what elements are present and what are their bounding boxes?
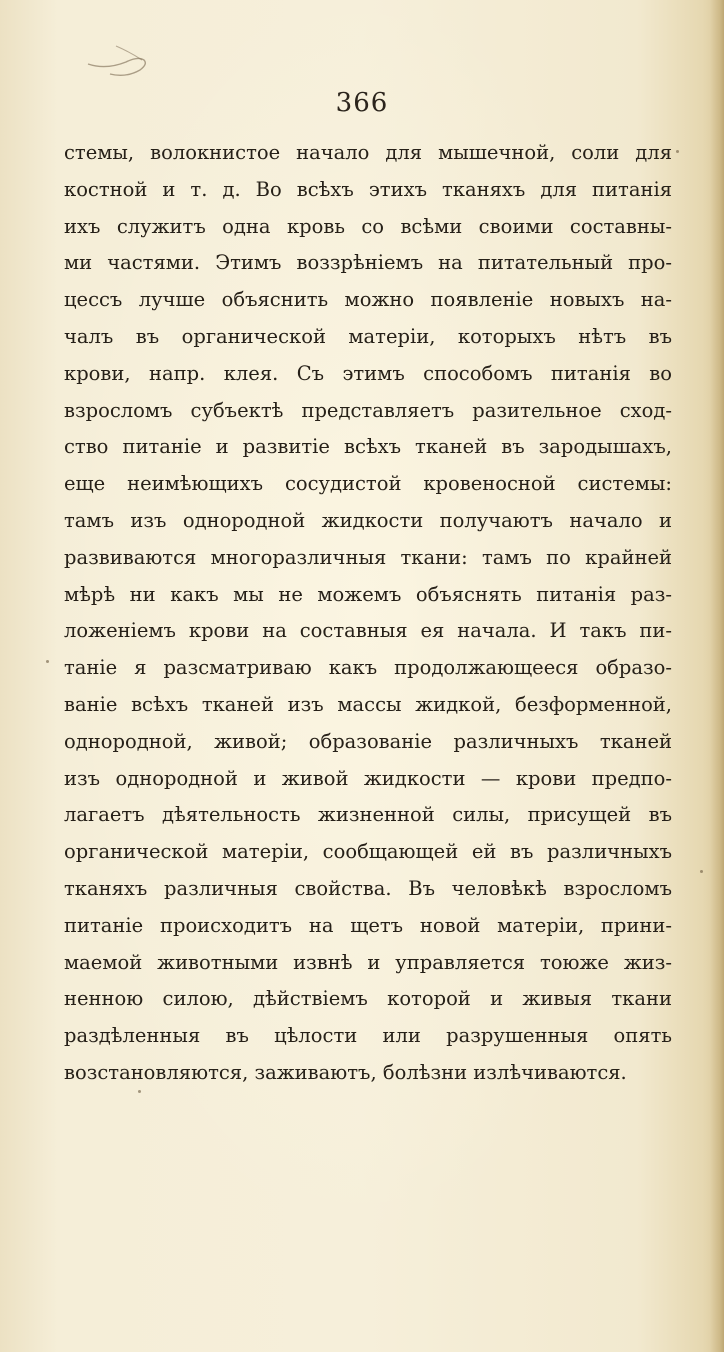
text-line: мѣрѣ ни какъ мы не можемъ объяснять питанія раз- xyxy=(64,582,672,606)
text-line: органической матеріи, сообщающей ей въ различныхъ xyxy=(64,840,672,864)
page-edge-shadow xyxy=(710,0,724,1352)
text-line: ненною силою, дѣйствіемъ которой и живыя ткани xyxy=(64,987,672,1011)
text-line: возстановляются, заживаютъ, болѣзни излѣчиваются. xyxy=(64,1060,627,1084)
text-line: раздѣленныя въ цѣлости или разрушенныя опять xyxy=(64,1024,672,1048)
text-line: взросломъ субъектѣ представляетъ разительное сход- xyxy=(64,398,672,422)
text-line: изъ однородной и живой жидкости — крови предпо- xyxy=(64,766,672,790)
text-line: еще неимѣющихъ сосудистой кровеносной системы: xyxy=(64,472,672,496)
text-line: ихъ служитъ одна кровь со всѣми своими составны- xyxy=(64,214,672,238)
text-line: однородной, живой; образованіе различныхъ тканей xyxy=(64,729,672,753)
text-line: стемы, волокнистое начало для мышечной, соли для xyxy=(64,141,672,164)
text-line: ложеніемъ крови на составныя ея начала. И такъ пи- xyxy=(64,619,672,643)
text-line: маемой животными извнѣ и управляется тоюже жиз- xyxy=(64,950,672,974)
text-line: тамъ изъ однородной жидкости получаютъ начало и xyxy=(64,508,672,532)
text-line: цессъ лучше объяснить можно появленіе новыхъ на- xyxy=(64,288,672,312)
text-line: костной и т. д. Во всѣхъ этихъ тканяхъ для питанія xyxy=(64,177,672,201)
paper-speck xyxy=(676,150,679,153)
paper-speck xyxy=(700,870,703,873)
pencil-mark-icon xyxy=(86,40,156,86)
text-line: лагаетъ дѣятельность жизненной силы, присущей въ xyxy=(64,803,672,827)
text-line: тканяхъ различныя свойства. Въ человѣкѣ взросломъ xyxy=(64,876,672,900)
text-line: чалъ въ органической матеріи, которыхъ нѣтъ въ xyxy=(64,324,672,348)
text-line: ство питаніе и развитіе всѣхъ тканей въ зародышахъ, xyxy=(64,435,672,459)
body-text xyxy=(64,135,672,1092)
text-line: крови, напр. клея. Съ этимъ способомъ питанія во xyxy=(64,361,672,385)
text-line: развиваются многоразличныя ткани: тамъ по крайней xyxy=(64,545,672,569)
page-number: 366 xyxy=(335,88,389,118)
text-line: питаніе происходитъ на щетъ новой матеріи, прини- xyxy=(64,913,672,937)
text-line: ми частями. Этимъ воззрѣніемъ на питательный про- xyxy=(64,251,672,275)
paper-speck xyxy=(138,1090,141,1093)
text-line: таніе я разсматриваю какъ продолжающееся образо- xyxy=(64,656,672,680)
paper-speck xyxy=(46,660,49,663)
text-line: ваніе всѣхъ тканей изъ массы жидкой, безформенной, xyxy=(64,692,672,716)
